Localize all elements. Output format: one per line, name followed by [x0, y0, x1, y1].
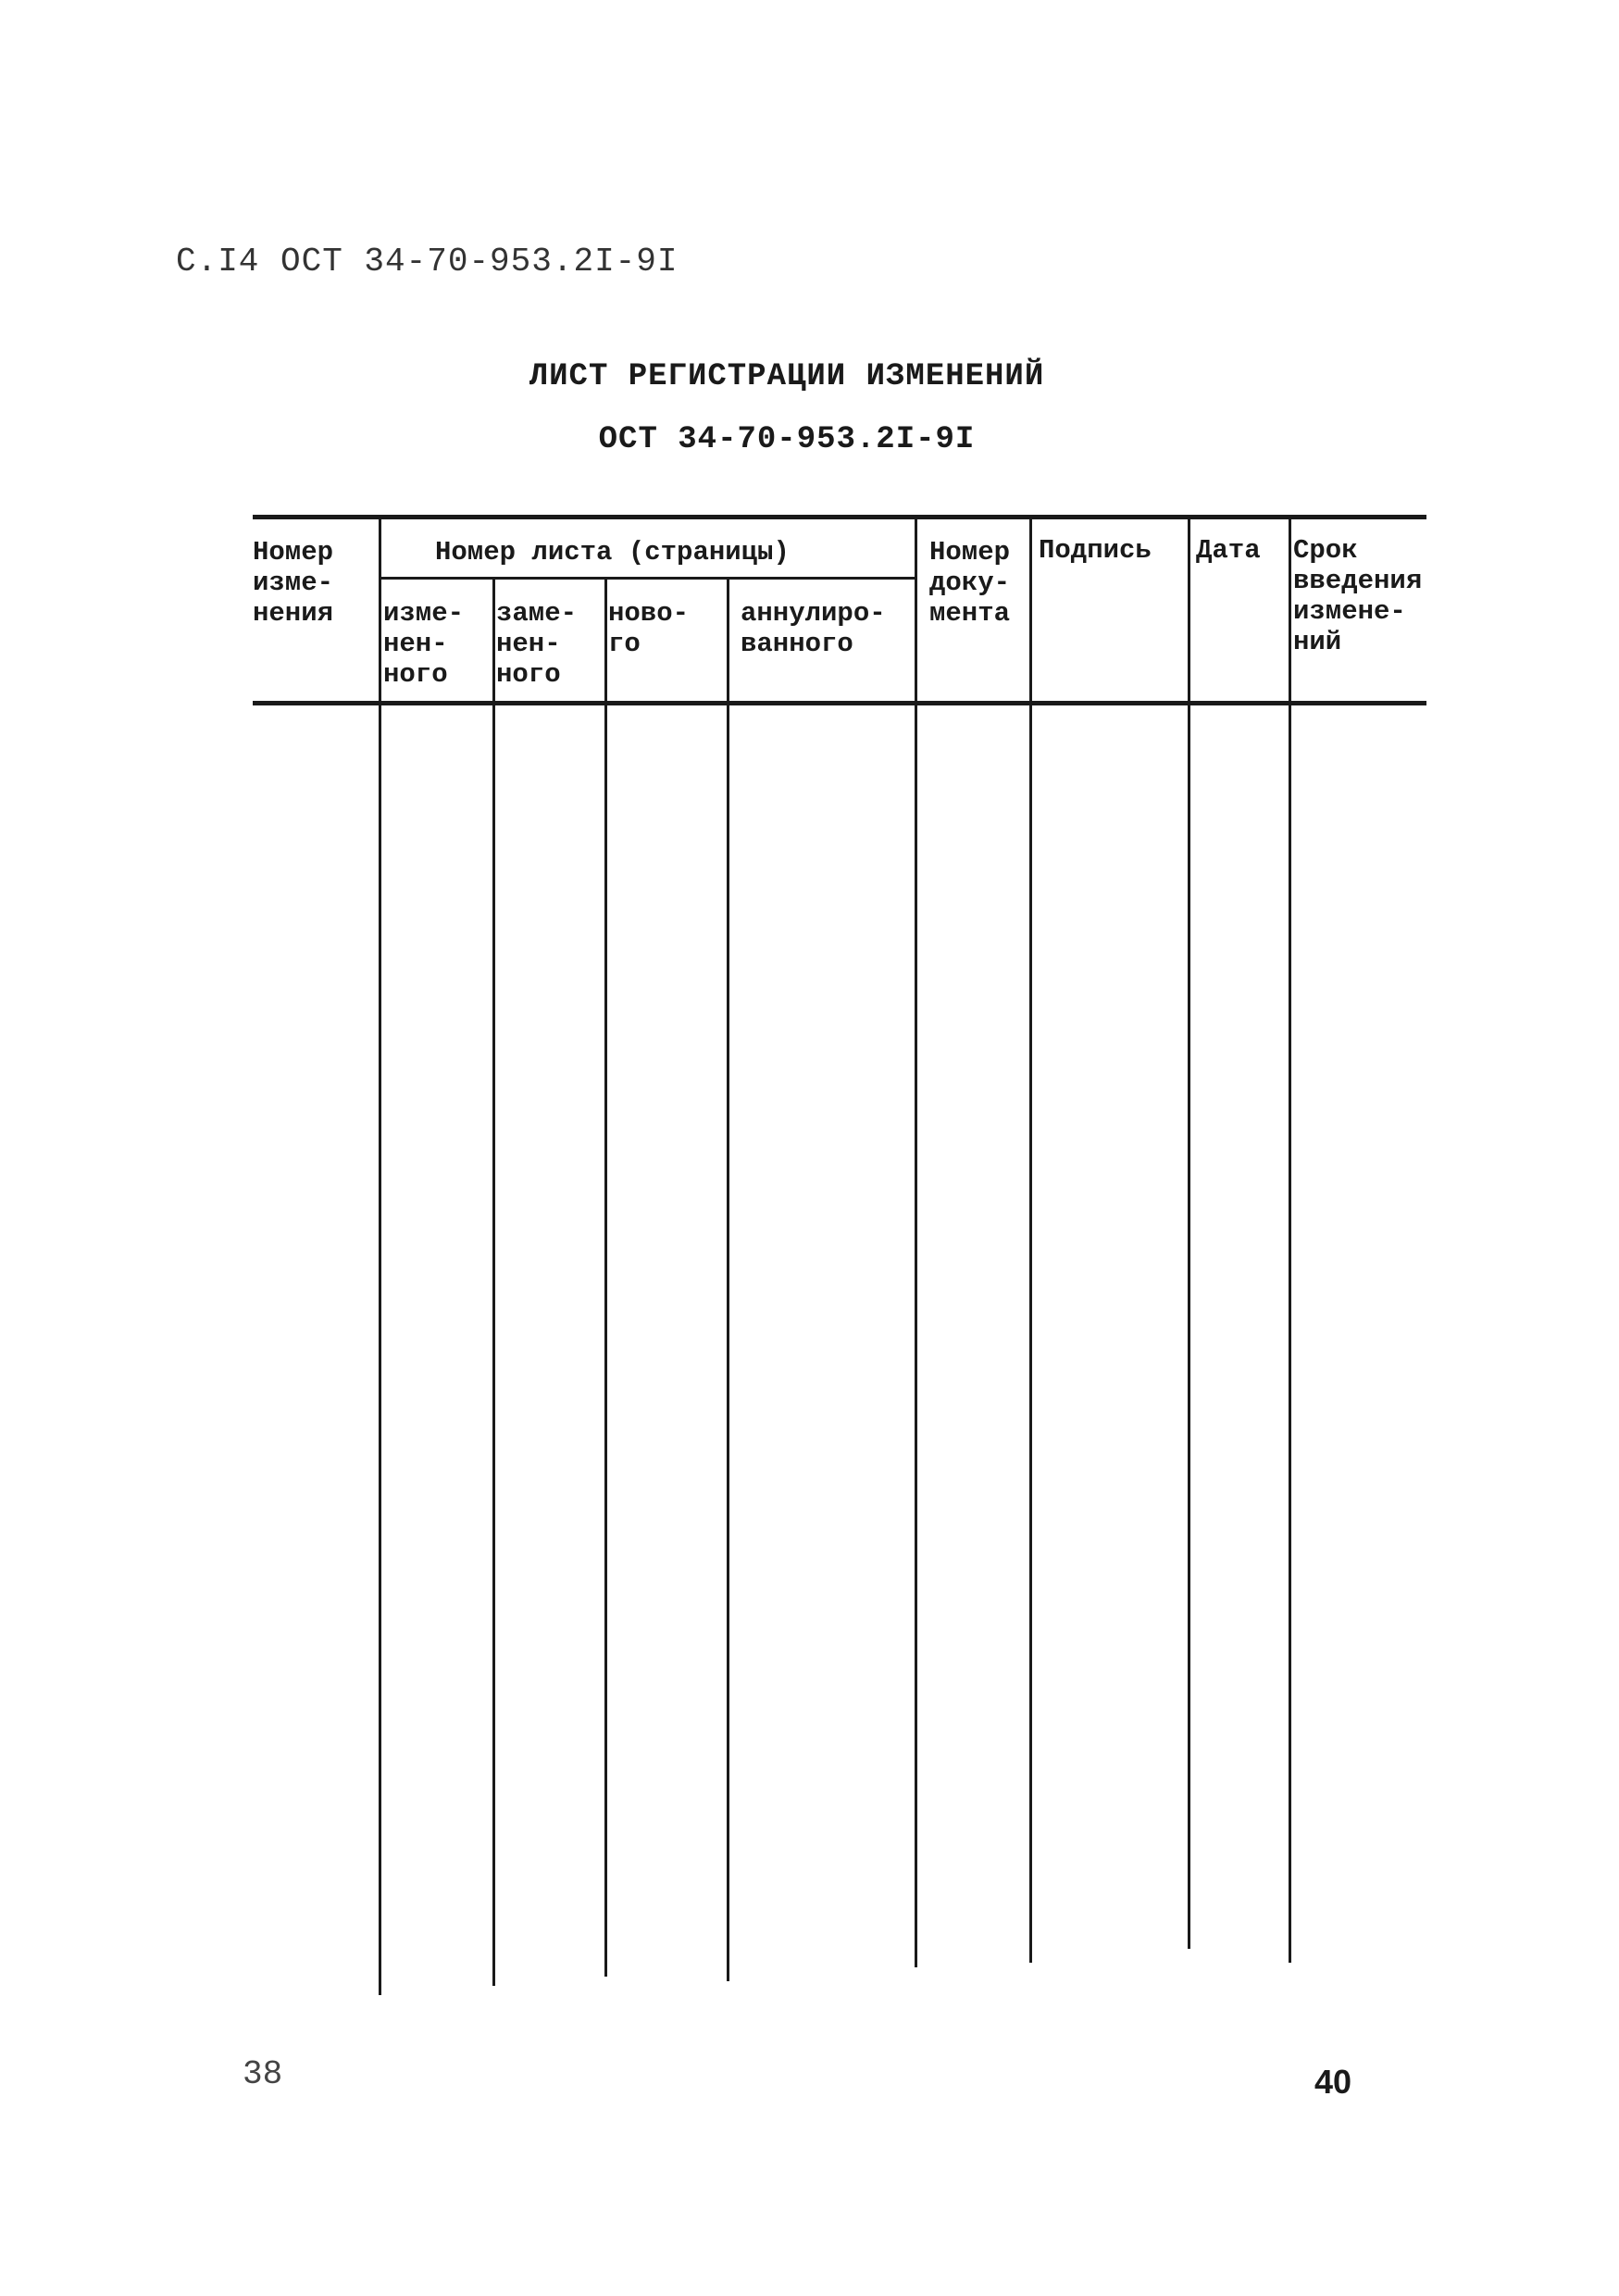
page-number-left: 38 [243, 2055, 283, 2093]
header-deadline: Срок введения измене- ний [1293, 535, 1423, 657]
table-top-rule [253, 515, 1426, 519]
header-signature: Подпись [1039, 535, 1152, 566]
page-number-right: 40 [1314, 2063, 1352, 2101]
header-bottom-rule [253, 701, 1426, 705]
header-document-number: Номер доку- мента [929, 537, 1011, 629]
column-divider [379, 518, 381, 1995]
header-new: ново- го [608, 598, 690, 659]
header-replaced: заме- нен- ного [496, 598, 578, 690]
column-divider [492, 579, 495, 1986]
page-title: ЛИСТ РЕГИСТРАЦИИ ИЗМЕНЕНИЙ [529, 359, 1045, 394]
header-cancelled: аннулиро- ванного [741, 598, 886, 659]
column-divider [604, 579, 607, 1977]
header-changed: изме- нен- ного [383, 598, 465, 690]
document-reference: С.I4 ОСТ 34-70-953.2I-9I [176, 243, 679, 281]
header-date: Дата [1196, 535, 1261, 566]
column-divider [1029, 518, 1032, 1963]
column-divider [1289, 518, 1291, 1963]
header-change-number: Номер изме- нения [253, 537, 334, 629]
column-divider [727, 579, 729, 1981]
sheet-group-rule [380, 577, 916, 580]
column-divider [915, 518, 917, 1967]
header-sheet-number-group: Номер листа (страницы) [435, 537, 790, 568]
column-divider [1188, 518, 1190, 1949]
document-code: ОСТ 34-70-953.2I-9I [598, 422, 976, 457]
